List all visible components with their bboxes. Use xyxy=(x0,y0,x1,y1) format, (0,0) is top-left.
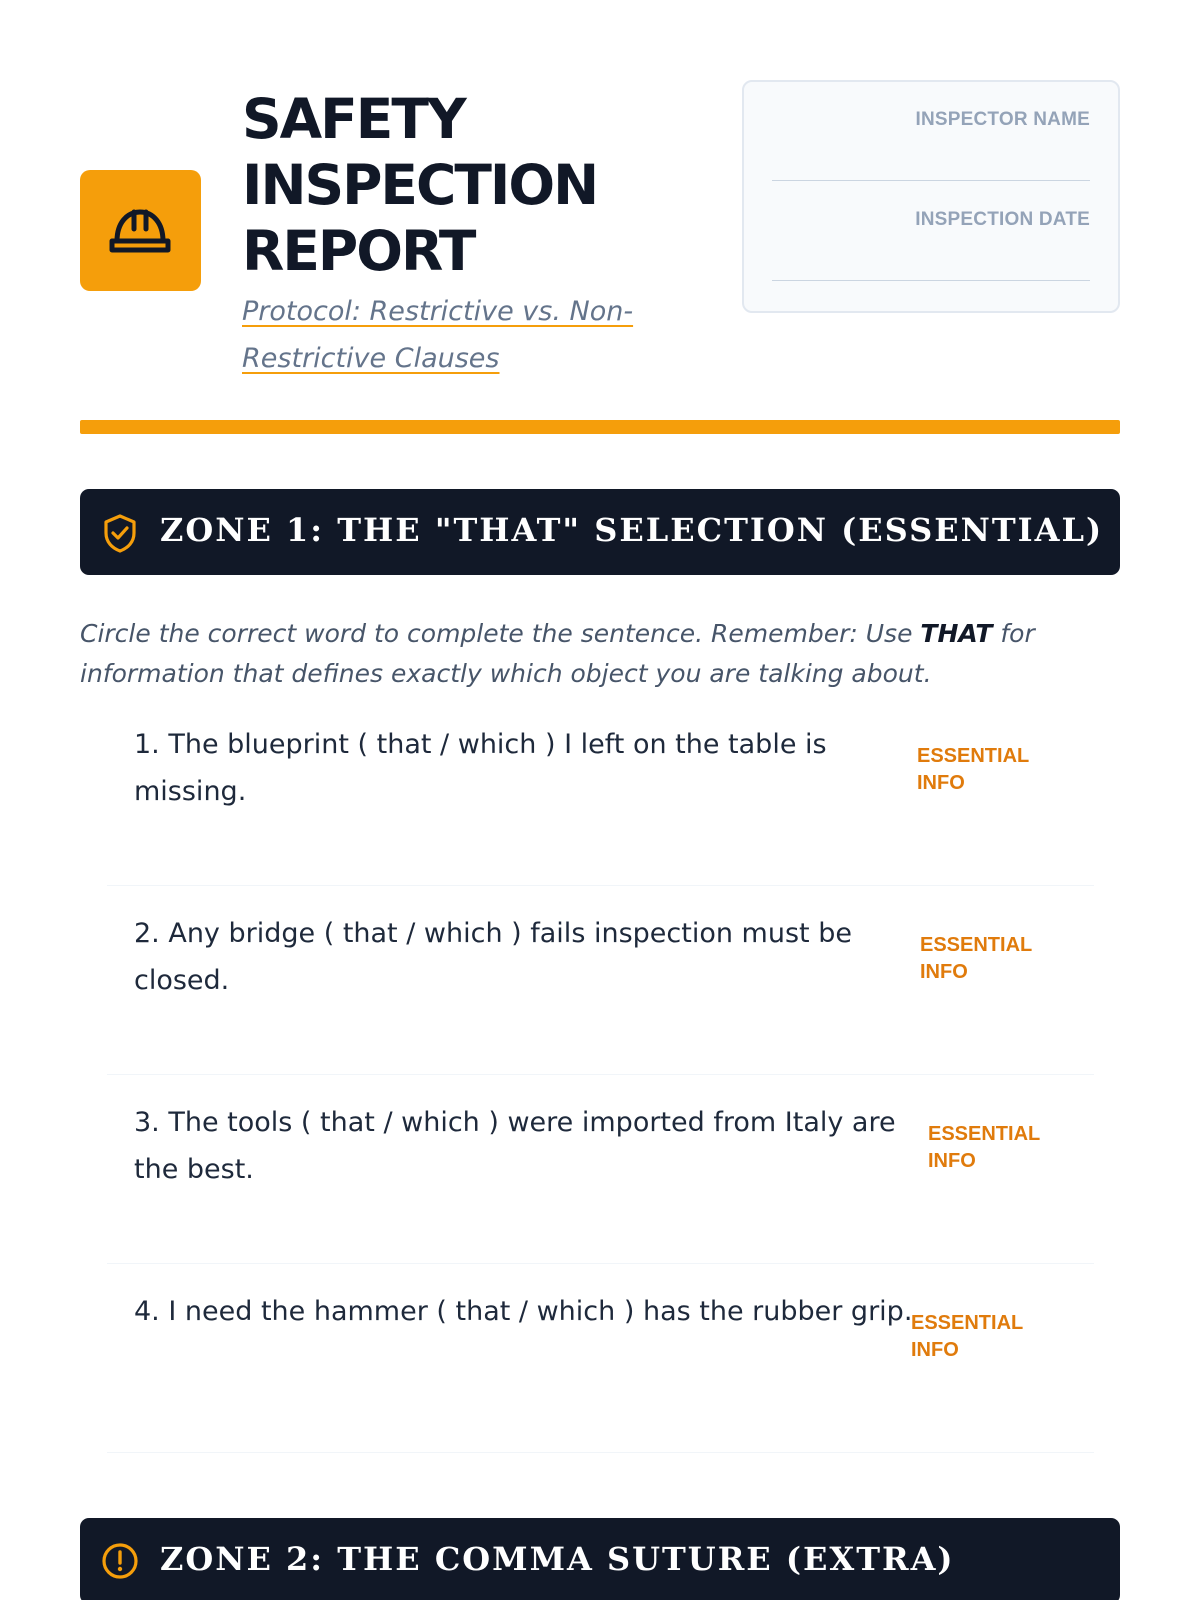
question-text[interactable]: 1. The blueprint ( that / which ) I left on the table is missing. xyxy=(134,729,827,807)
shield-check-icon xyxy=(101,513,139,553)
essential-info-tag: ESSENTIAL INFO xyxy=(920,934,1032,983)
zone-1-instructions xyxy=(80,614,1080,694)
alert-circle-icon xyxy=(101,1542,139,1580)
report-header xyxy=(80,80,1120,440)
question-text[interactable]: 3. The tools ( that / which ) were imported from Italy are the best. xyxy=(134,1107,896,1185)
question-item-1 xyxy=(107,697,1094,886)
inspector-name-label: INSPECTOR NAME xyxy=(915,109,1090,130)
instructions-text-end: for information that defines exactly which object you are talking about. xyxy=(80,619,1035,688)
essential-info-tag: ESSENTIAL INFO xyxy=(917,745,1029,794)
instructions-text-start: Circle the correct word to complete the sentence. Remember: Use xyxy=(80,619,921,648)
header-divider xyxy=(80,420,1120,434)
question-text[interactable]: 2. Any bridge ( that / which ) fails inspection must be closed. xyxy=(134,918,852,996)
zone-1-title: ZONE 1: THE "THAT" SELECTION (ESSENTIAL) xyxy=(160,511,1104,549)
page-title: SAFETY INSPECTION REPORT xyxy=(242,87,598,283)
zone-2-title: ZONE 2: THE COMMA SUTURE (EXTRA) xyxy=(160,1540,955,1578)
question-item-2 xyxy=(107,886,1094,1075)
essential-info-tag: ESSENTIAL INFO xyxy=(911,1312,1023,1361)
hard-hat-icon xyxy=(109,203,171,257)
question-item-4 xyxy=(107,1264,1094,1453)
essential-info-tag: ESSENTIAL INFO xyxy=(928,1123,1040,1172)
inspector-card xyxy=(742,80,1120,313)
question-item-3 xyxy=(107,1075,1094,1264)
inspector-name-field[interactable] xyxy=(772,180,1090,181)
logo-badge xyxy=(80,170,201,291)
zone-1-header xyxy=(80,489,1120,575)
inspection-date-label: INSPECTION DATE xyxy=(915,209,1090,230)
zone-2-header xyxy=(80,1518,1120,1600)
inspection-date-field[interactable] xyxy=(772,280,1090,281)
question-text[interactable]: 4. I need the hammer ( that / which ) has the rubber grip. xyxy=(134,1296,913,1327)
instructions-keyword: THAT xyxy=(920,619,993,648)
page-subtitle: Protocol: Restrictive vs. Non-Restrictive Clauses xyxy=(242,296,634,374)
